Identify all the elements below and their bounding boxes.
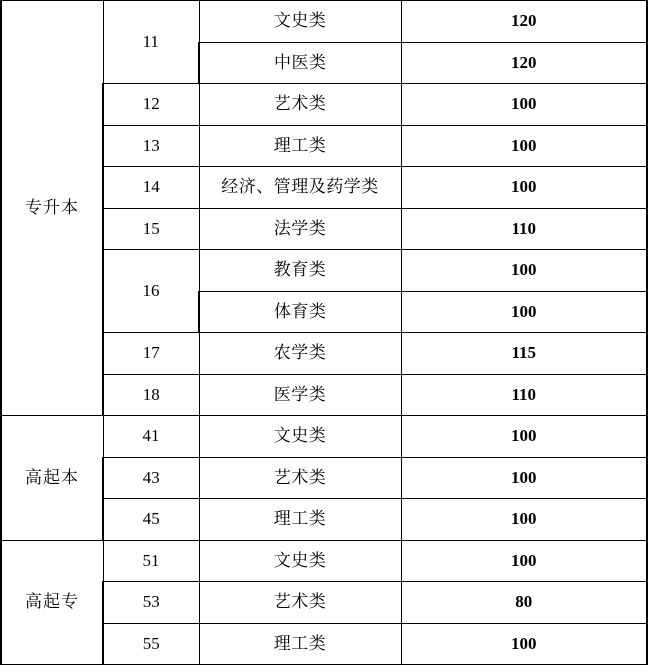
code-cell: 53	[103, 582, 199, 624]
score-cell: 100	[401, 125, 647, 167]
code-cell: 55	[103, 623, 199, 665]
category-cell: 理工类	[199, 125, 401, 167]
score-cell: 100	[401, 84, 647, 126]
score-cell: 100	[401, 623, 647, 665]
table-body	[1, 1, 647, 665]
code-cell: 45	[103, 499, 199, 541]
score-cell: 115	[401, 333, 647, 375]
category-cell: 文史类	[199, 1, 401, 43]
table-row	[1, 1, 647, 43]
level-cell: 高起本	[1, 416, 103, 541]
category-cell: 医学类	[199, 374, 401, 416]
score-cell: 120	[401, 42, 647, 84]
category-cell: 体育类	[199, 291, 401, 333]
level-cell: 高起专	[1, 540, 103, 665]
category-cell: 经济、管理及药学类	[199, 167, 401, 209]
score-cell: 100	[401, 250, 647, 292]
category-cell: 艺术类	[199, 84, 401, 126]
code-cell: 12	[103, 84, 199, 126]
category-cell: 教育类	[199, 250, 401, 292]
code-cell: 17	[103, 333, 199, 375]
code-cell: 51	[103, 540, 199, 582]
level-cell: 专升本	[1, 1, 103, 416]
code-cell: 16	[103, 250, 199, 333]
code-cell: 13	[103, 125, 199, 167]
category-cell: 文史类	[199, 540, 401, 582]
code-cell: 18	[103, 374, 199, 416]
code-cell: 43	[103, 457, 199, 499]
score-cell: 110	[401, 374, 647, 416]
score-cell: 100	[401, 540, 647, 582]
category-cell: 农学类	[199, 333, 401, 375]
score-cell: 120	[401, 1, 647, 43]
category-cell: 中医类	[199, 42, 401, 84]
category-cell: 文史类	[199, 416, 401, 458]
table-row	[1, 540, 647, 582]
score-cell: 100	[401, 416, 647, 458]
code-cell: 15	[103, 208, 199, 250]
score-cell: 110	[401, 208, 647, 250]
category-cell: 艺术类	[199, 457, 401, 499]
score-cell: 100	[401, 457, 647, 499]
category-cell: 理工类	[199, 623, 401, 665]
score-cell: 100	[401, 291, 647, 333]
table-row	[1, 416, 647, 458]
code-cell: 14	[103, 167, 199, 209]
code-cell: 11	[103, 1, 199, 84]
category-cell: 理工类	[199, 499, 401, 541]
score-cell: 100	[401, 499, 647, 541]
score-cell: 80	[401, 582, 647, 624]
category-cell: 法学类	[199, 208, 401, 250]
score-cell: 100	[401, 167, 647, 209]
code-cell: 41	[103, 416, 199, 458]
category-cell: 艺术类	[199, 582, 401, 624]
